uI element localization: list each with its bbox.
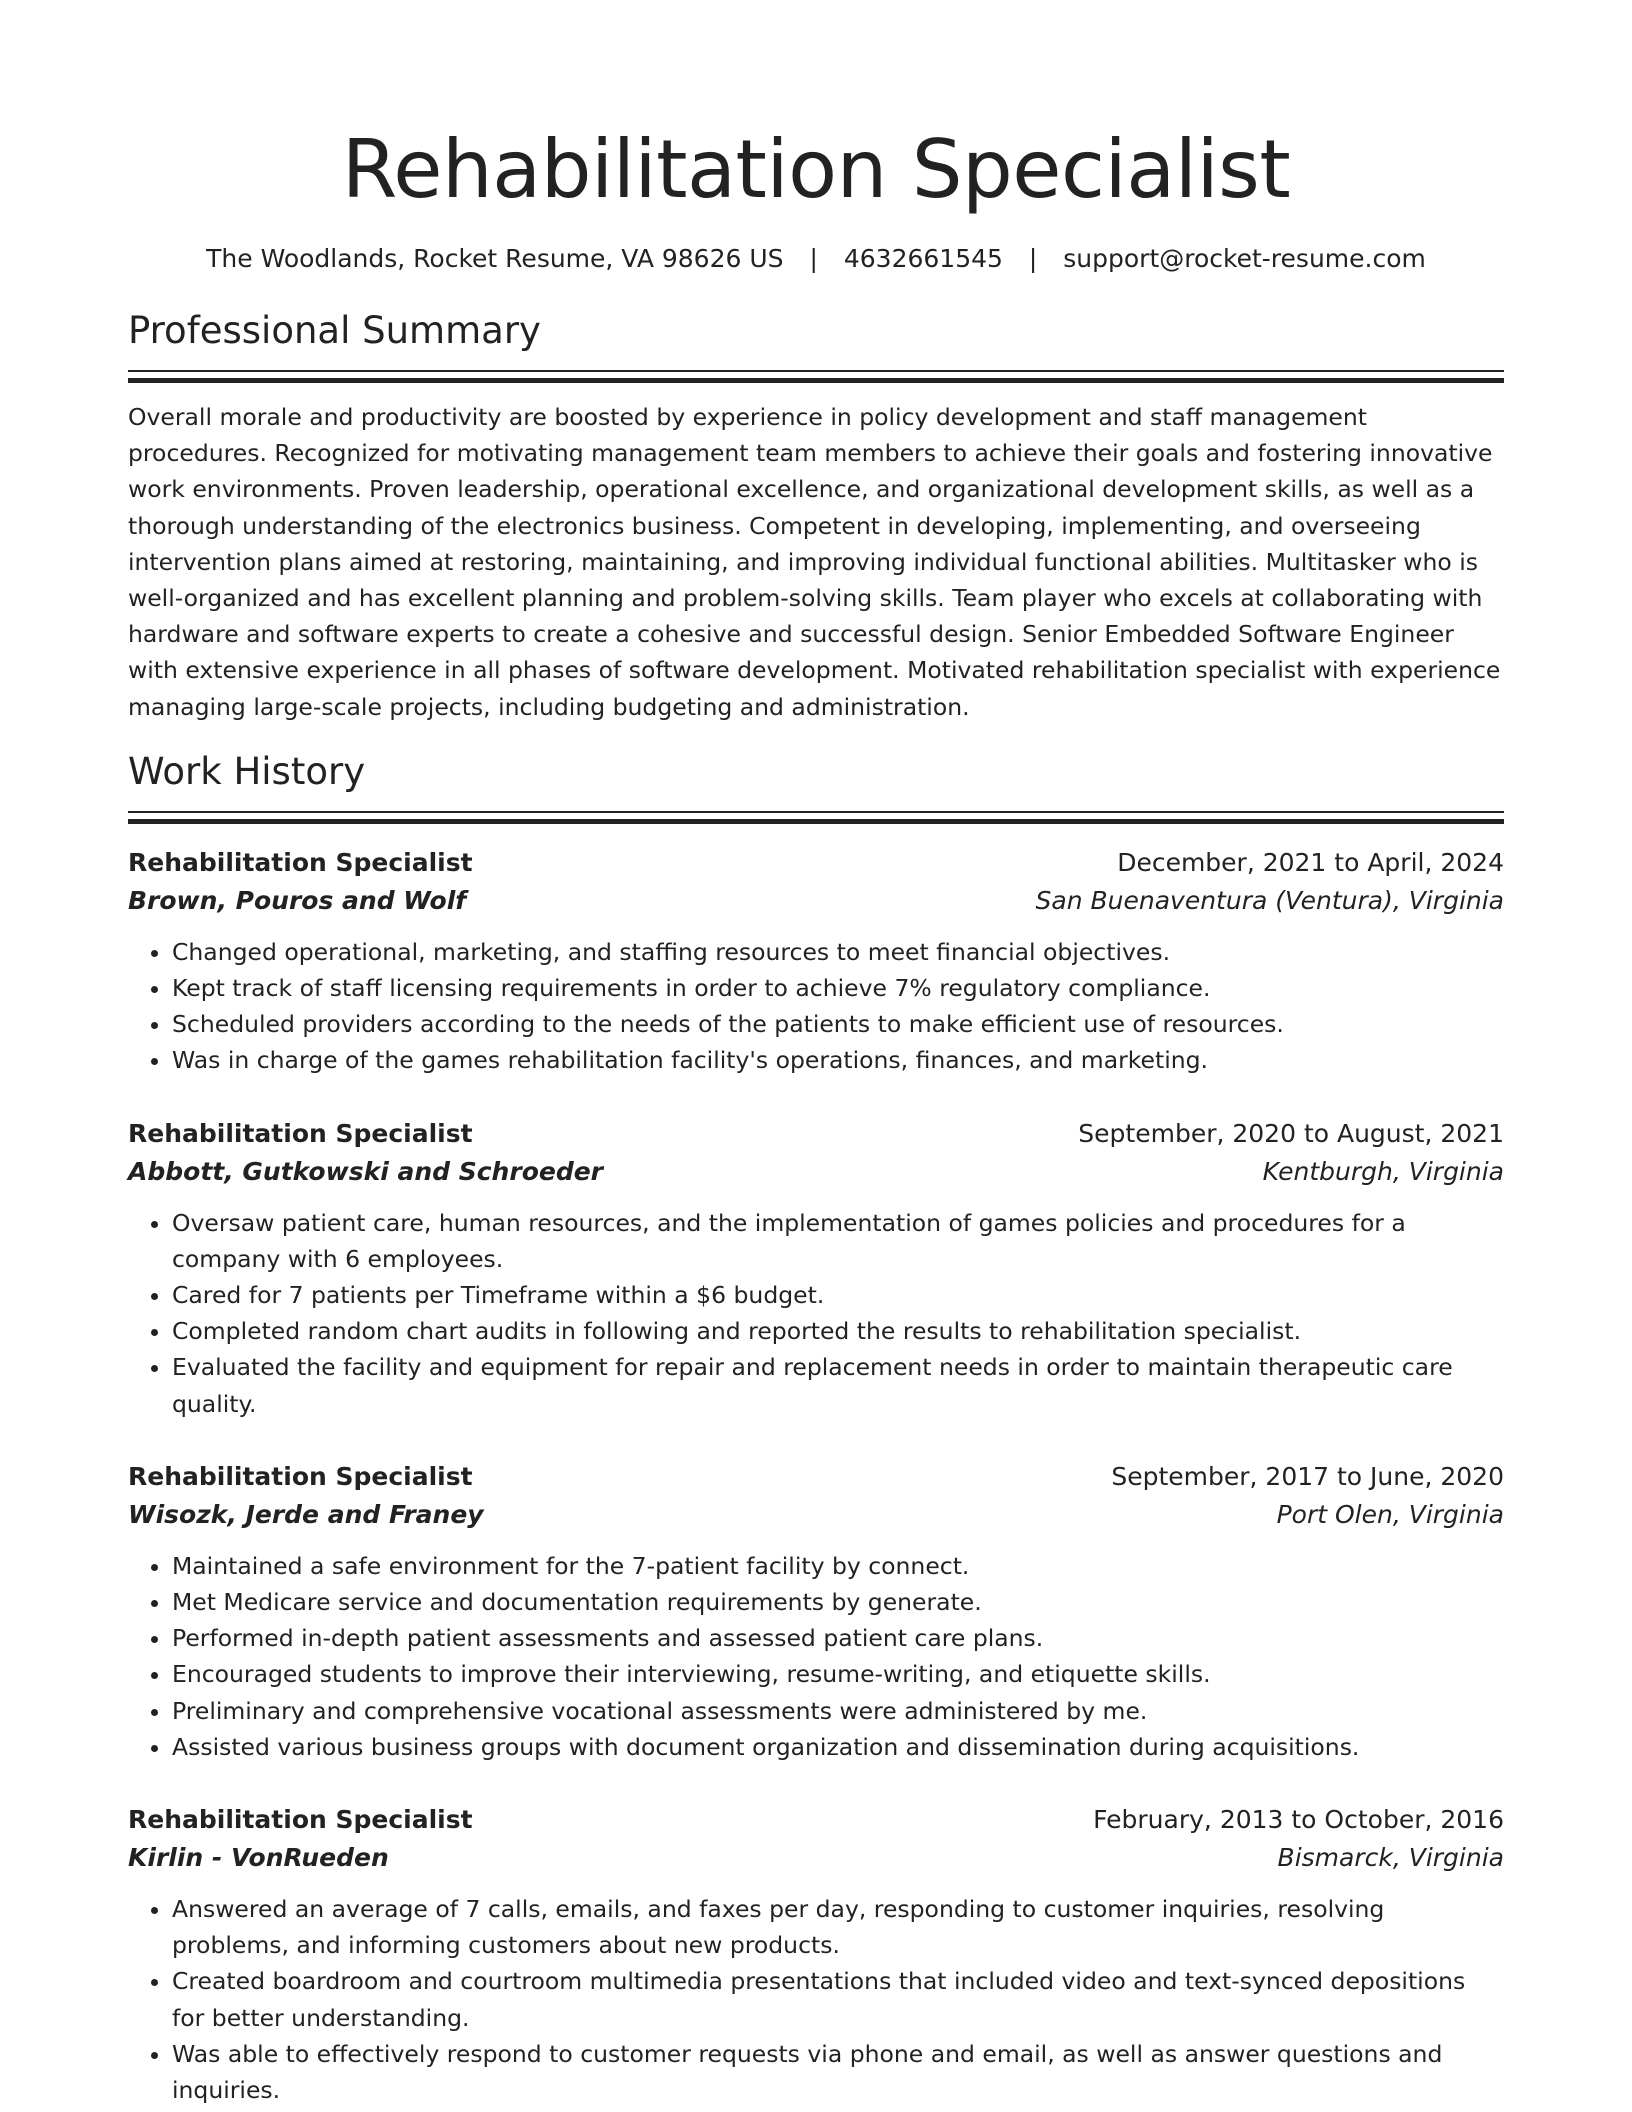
contact-separator: | (1028, 244, 1038, 273)
job-company: Wisozk, Jerde and Franey (128, 1499, 484, 1529)
work-section-header (128, 747, 1504, 824)
job-bullet: • Changed operational, marketing, and staffing resources to meet financial objectives. (172, 934, 1504, 970)
contact-phone: 4632661545 (843, 244, 1003, 273)
job-dates: February, 2013 to October, 2016 (1093, 1805, 1504, 1835)
job-bullet: • Performed in-depth patient assessments and assessed patient care plans. (172, 1620, 1504, 1656)
job-bullet: • Encouraged students to improve their interviewing, resume-writing, and etiquette skills. (172, 1656, 1504, 1692)
work-section-title: Work History (128, 749, 366, 793)
contact-separator: | (809, 244, 818, 273)
job-entry (128, 1458, 1504, 1765)
job-bullet: • Evaluated the facility and equipment for repair and replacement needs in order to maintain therapeutic care quality. (172, 1349, 1504, 1421)
job-bullet: • Oversaw patient care, human resources, and the implementation of games policies and procedures for a company with 6 employees. (172, 1205, 1504, 1277)
job-location: Bismarck, Virginia (1277, 1843, 1504, 1873)
job-company: Abbott, Gutkowski and Schroeder (128, 1156, 603, 1186)
job-dates: September, 2017 to June, 2020 (1111, 1461, 1504, 1491)
job-bullet: • Preliminary and comprehensive vocational assessments were administered by me. (172, 1693, 1504, 1729)
job-bullet: • Scheduled providers according to the needs of the patients to make efficient use of resources. (172, 1006, 1504, 1042)
contact-email: support@rocket-resume.com (1063, 244, 1426, 273)
summary-section-header (128, 306, 1504, 383)
contact-line (128, 242, 1504, 276)
job-bullet: • Completed random chart audits in following and reported the results to rehabilitation specialist. (172, 1313, 1504, 1349)
job-list (128, 844, 1504, 2108)
job-bullet: • Cared for 7 patients per Timeframe within a $6 budget. (172, 1277, 1504, 1313)
job-bullets (128, 1548, 1504, 1765)
job-title: Rehabilitation Specialist (128, 1805, 473, 1835)
section-divider (128, 811, 1504, 824)
job-company: Brown, Pouros and Wolf (128, 885, 467, 915)
job-title: Rehabilitation Specialist (128, 1118, 473, 1148)
job-dates: December, 2021 to April, 2024 (1117, 847, 1504, 877)
job-bullet: • Was able to effectively respond to customer requests via phone and email, as well as answer questions and inquiries. (172, 2036, 1504, 2108)
job-title: Rehabilitation Specialist (128, 1461, 473, 1491)
summary-text: Overall morale and productivity are boosted by experience in policy development and staff management procedures. Recognized for motivating management team members to achieve their goals and fostering innovative work environments. Proven leadership, operational excellence, and organizational development skills, as well as a thorough understanding of the electronics business. Competent in developing, implementing, and overseeing intervention plans aimed at restoring, maintaining, and improving individual functional abilities. Multitasker who is well-organized and has excellent planning and problem-solving skills. Team player who excels at collaborating with hardware and software experts to create a cohesive and successful design. Senior Embedded Software Engineer with extensive experience in all phases of software development. Motivated rehabilitation specialist with experience managing large-scale projects, including budgeting and administration. (128, 403, 1501, 721)
job-bullets (128, 1205, 1504, 1422)
job-bullet: • Created boardroom and courtroom multimedia presentations that included video and text-synced depositions for better understanding. (172, 1963, 1504, 2035)
job-bullet: • Assisted various business groups with document organization and dissemination during acquisitions. (172, 1729, 1504, 1765)
job-dates: September, 2020 to August, 2021 (1078, 1118, 1504, 1148)
contact-address: The Woodlands, Rocket Resume, VA 98626 US (206, 244, 784, 273)
job-entry (128, 1115, 1504, 1422)
job-bullet: • Met Medicare service and documentation requirements by generate. (172, 1584, 1504, 1620)
job-bullet: • Kept track of staff licensing requirements in order to achieve 7% regulatory compliance. (172, 970, 1504, 1006)
job-location: Port Olen, Virginia (1276, 1499, 1504, 1529)
job-bullet: • Maintained a safe environment for the 7-patient facility by connect. (172, 1548, 1504, 1584)
job-entry (128, 844, 1504, 1079)
resume-name: Rehabilitation Specialist (341, 123, 1291, 216)
job-bullets (128, 934, 1504, 1079)
job-bullet: • Was in charge of the games rehabilitation facility's operations, finances, and marketing. (172, 1042, 1504, 1078)
job-bullet: • Answered an average of 7 calls, emails, and faxes per day, responding to customer inquiries, resolving problems, and informing customers about new products. (172, 1891, 1504, 1963)
job-location: San Buenaventura (Ventura), Virginia (1035, 885, 1504, 915)
job-entry (128, 1801, 1504, 2108)
job-title: Rehabilitation Specialist (128, 847, 473, 877)
job-company: Kirlin - VonRueden (128, 1843, 389, 1873)
job-bullets (128, 1891, 1504, 2108)
summary-section-title: Professional Summary (128, 309, 541, 352)
section-divider (128, 370, 1504, 383)
job-location: Kentburgh, Virginia (1262, 1156, 1504, 1186)
